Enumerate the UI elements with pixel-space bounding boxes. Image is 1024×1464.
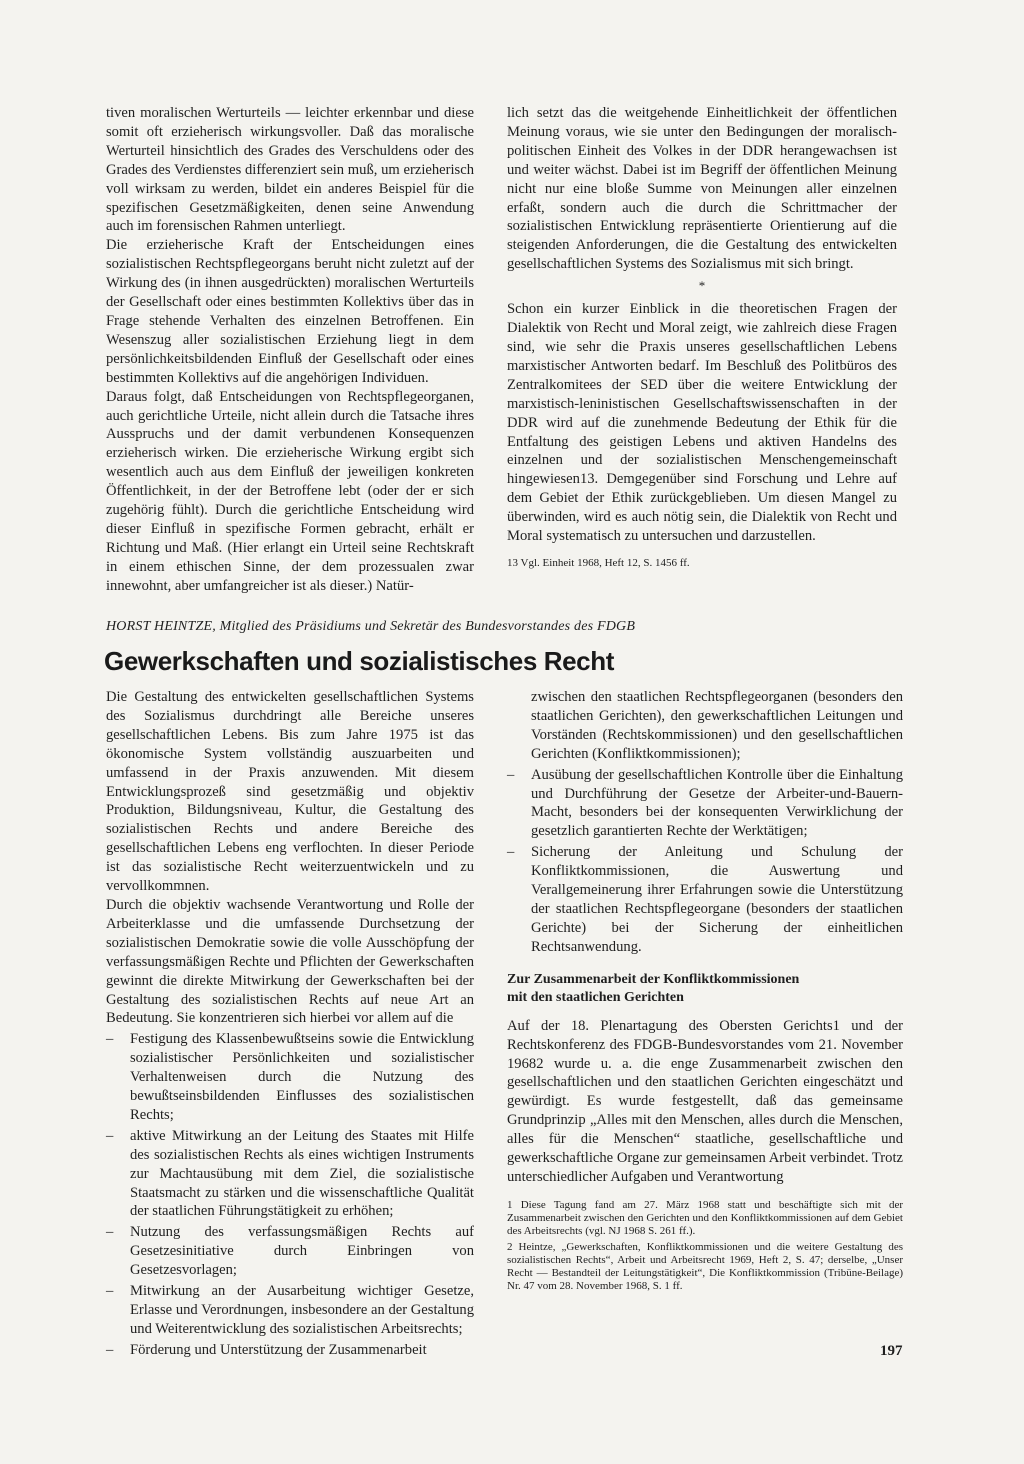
paragraph: Daraus folgt, daß Entscheidungen von Rechtspflegeorganen, auch gerichtliche Urteile, nicht allein durch die Tatsache ihres Ausspruchs und der damit verbundenen Konsequenzen erzieherisch wirken. Die erzieherische Wirkung ergibt sich wesentlich auch aus dem Einfluß der jeweiligen konkreten Öffentlichkeit, in der der Betroffene lebt (oder der er sich zugehörig fühlt). Durch die gerichtliche Entscheidung wird dieser Einfluß in spezifische Formen gebracht, erhält er Richtung und Maß. (Hier erlangt ein Urteil seine Rechtskraft in einem ethischen Sinne, der dem prozessualen zwar innewohnt, aber umfangreicher ist als dieser.) Natür- [106,388,474,594]
author-line: HORST HEINTZE, Mitglied des Präsidiums und Sekretär des Bundesvorstandes des FDGB [106,619,636,634]
paragraph: Durch die objektiv wachsende Verantwortung und Rolle der Arbeiterklasse und die umfassende Durchsetzung der sozialistischen Demokratie sowie die volle Ausschöpfung der verfassungsmäßigen Rechte und Pflichten der Gewerkschaften gewinnt die direkte Mitwirkung der Gewerkschaften bei der Gestaltung des sozialistischen Rechts auf neue Art an Bedeutung. Sie konzentrieren sich hierbei vor allem auf die [106,896,474,1027]
section-subheading [507,971,903,1007]
list-item: – Sicherung der Anleitung und Schulung der Konfliktkommissionen, die Auswertung und Verallgemeinerung ihrer Erfahrungen sowie die Unterstützung der staatlichen Rechtspflegeorgane (besonders der staatlichen Gerichte) bei der Sicherung der einheitlichen Rechtsanwendung. [507,843,903,956]
footnotes [507,1199,903,1293]
dash-list [106,1030,474,1359]
subheading-line: Zur Zusammenarbeit der Konfliktkommissionen [507,971,800,987]
paragraph: lich setzt das die weitgehende Einheitlichkeit der öffentlichen Meinung voraus, wie sie unter den Bedingungen der moralisch-politischen Einheit des Volkes in der DDR herangewachsen ist und weiter wächst. Dabei ist im Begriff der öffentlichen Meinung nicht nur eine bloße Summe von Meinungen aller einzelnen erfaßt, sondern auch die durch die Schrittmacher der sozialistischen Entwicklung repräsentierte Orientierung auf die steigenden Anforderungen, die die Gestaltung des entwickelten gesellschaftlichen Systems des Sozialismus mit sich bringt. [507,105,897,273]
section-separator: * [698,278,706,294]
list-item: – aktive Mitwirkung an der Leitung des Staates mit Hilfe des sozialistischen Rechts als eines wichtigen Instruments zur Machtausübung mit dem Ziel, die sozialistische Staatsmacht zu stärken und die wissenschaftliche Qualität der staatlichen Führungstätigkeit zu erhöhen; [106,1127,474,1222]
paragraph: Die erzieherische Kraft der Entscheidungen eines sozialistischen Rechtspflegeorgans beruht nicht zuletzt auf der Wirkung des (in ihnen ausgedrückten) moralischen Werturteils der Gesellschaft oder eines bestimmten Kollektivs über das in Frage stehende Verhalten des einzelnen Betroffenen. Ein Wesenszug aller sozialistischen Erziehung liegt in dem persönlichkeitsbildenden Einfluß der Gesellschaft oder eines bestimmten Kollektivs auf die angehörigen Individuen. [106,237,474,386]
list-item: – Mitwirkung an der Ausarbeitung wichtiger Gesetze, Erlasse und Verordnungen, insbesondere an der Gestaltung und Weiterentwicklung des sozialistischen Arbeitsrechts; [106,1282,474,1339]
bottom-right-column [507,688,903,1296]
top-right-column [507,104,897,570]
footnote: 2 Heintze, „Gewerkschaften, Konfliktkommissionen und die weitere Gestaltung des sozialistischen Rechts“, Arbeit und Arbeitsrecht 1969, Heft 2, S. 47; derselbe, „Unser Recht — Bestandteil der Leitungstätigkeit“, Die Konfliktkommission (Tribüne-Beilage) Nr. 47 vom 28. November 1968, S. 1 ff. [507,1240,903,1292]
dash-list [507,766,903,957]
paragraph: Auf der 18. Plenartagung des Obersten Gerichts1 und der Rechtskonferenz des FDGB-Bundesvorstandes vom 21. November 19682 wurde u. a. die enge Zusammenarbeit zwischen den gesellschaftlichen und den staatlichen Gerichten eingeschätzt und gewürdigt. Es wurde festgestellt, daß das gemeinsame Grundprinzip „Alles mit den Menschen, alles durch die Menschen, alles für die Menschen“ staatliche, gesellschaftliche und gewerkschaftliche Organe zur gemeinsamen Arbeit verbindet. Trotz unterschiedlicher Aufgaben und Verantwortung [507,1017,903,1185]
footnote: 1 Diese Tagung fand am 27. März 1968 statt und beschäftigte sich mit der Zusammenarbeit zwischen den Gerichten und den Konfliktkommissionen auf dem Gebiet des Arbeitsrechts (vgl. NJ 1968 S. 261 ff.). [507,1198,903,1237]
top-left-column [106,104,474,596]
list-item: – Ausübung der gesellschaftlichen Kontrolle über die Einhaltung und Durchführung der Gesetze der Arbeiter-und-Bauern-Macht, besonders bei der konsequenten Verwirklichung der gesetzlich garantierten Rechte der Werktätigen; [507,766,903,842]
paragraph: Schon ein kurzer Einblick in die theoretischen Fragen der Dialektik von Recht und Moral zeigt, wie zahlreich diese Fragen sind, wie sehr die Praxis unseres gesellschaftlichen Lebens marxistischer Antworten bedarf. Im Beschluß des Politbüros des Zentralkomitees der SED über die weitere Entwicklung der marxistisch-leninistischen Gesellschaftswissenschaften in der DDR wird auf die zunehmende Bedeutung der Ethik für die Entfaltung des geistigen Lebens und aktiven Handelns des einzelnen und der sozialistischen Menschengemeinschaft hingewiesen13. Demgegenüber sind Forschung und Lehre auf dem Gebiet der Ethik zurückgeblieben. Um diesen Mangel zu überwinden, wird es auch nötig sein, die Dialektik von Recht und Moral systematisch zu untersuchen und darzustellen. [507,301,897,545]
page-number: 197 [880,1343,903,1359]
list-continuation: zwischen den staatlichen Rechtspflegeorganen (besonders den staatlichen Gerichten), den gewerkschaftlichen Leitungen und Vorständen (Rechtskommissionen) und den gesellschaftlichen Gerichten (Konfliktkommissionen); [531,689,903,762]
paragraph: tiven moralischen Werturteils — leichter erkennbar und diese somit oft erzieherisch wirkungsvoller. Daß das moralische Werturteil hinsichtlich des Grades des Verschuldens oder des Grades des Verdienstes differenziert sein muß, um erzieherisch voll wirksam zu werden, bildet ein anderes Beispiel für die spezifischen Gesetzmäßigkeiten, denen seine Anwendung auch im forensischen Rahmen unterliegt. [106,105,474,235]
list-item: – Nutzung des verfassungsmäßigen Rechts auf Gesetzesinitiative durch Einbringen von Gesetzesvorlagen; [106,1223,474,1280]
article-headline: Gewerkschaften und sozialistisches Recht [104,646,614,676]
list-item: – Förderung und Unterstützung der Zusammenarbeit [106,1341,474,1360]
list-item: – Festigung des Klassenbewußtseins sowie die Entwicklung sozialistischer Persönlichkeiten und sozialistischer Verhaltenweisen durch die Nutzung des bewußtseinsbildenden Einflusses des sozialistischen Rechts; [106,1030,474,1125]
bottom-left-column [106,688,474,1360]
subheading-line: mit den staatlichen Gerichten [507,989,684,1005]
paragraph: Die Gestaltung des entwickelten gesellschaftlichen Systems des Sozialismus durchdringt alle Bereiche unseres gesellschaftlichen Lebens. Bis zum Jahre 1975 ist das ökonomische System vollständig auszuarbeiten und umfassend in der Praxis anzuwenden. Mit diesem Entwicklungsprozeß sind gesetzmäßig und objektiv Produktion, Bildungsniveau, Kultur, die Gestaltung des sozialistischen Rechts und andere Bereiche des gesellschaftlichen Lebens eng verflochten. In dieser Periode ist das sozialistische Recht weiterzuentwickeln und zu vervollkommnen. [106,689,474,895]
footnote: 13 Vgl. Einheit 1968, Heft 12, S. 1456 ff. [507,556,690,569]
